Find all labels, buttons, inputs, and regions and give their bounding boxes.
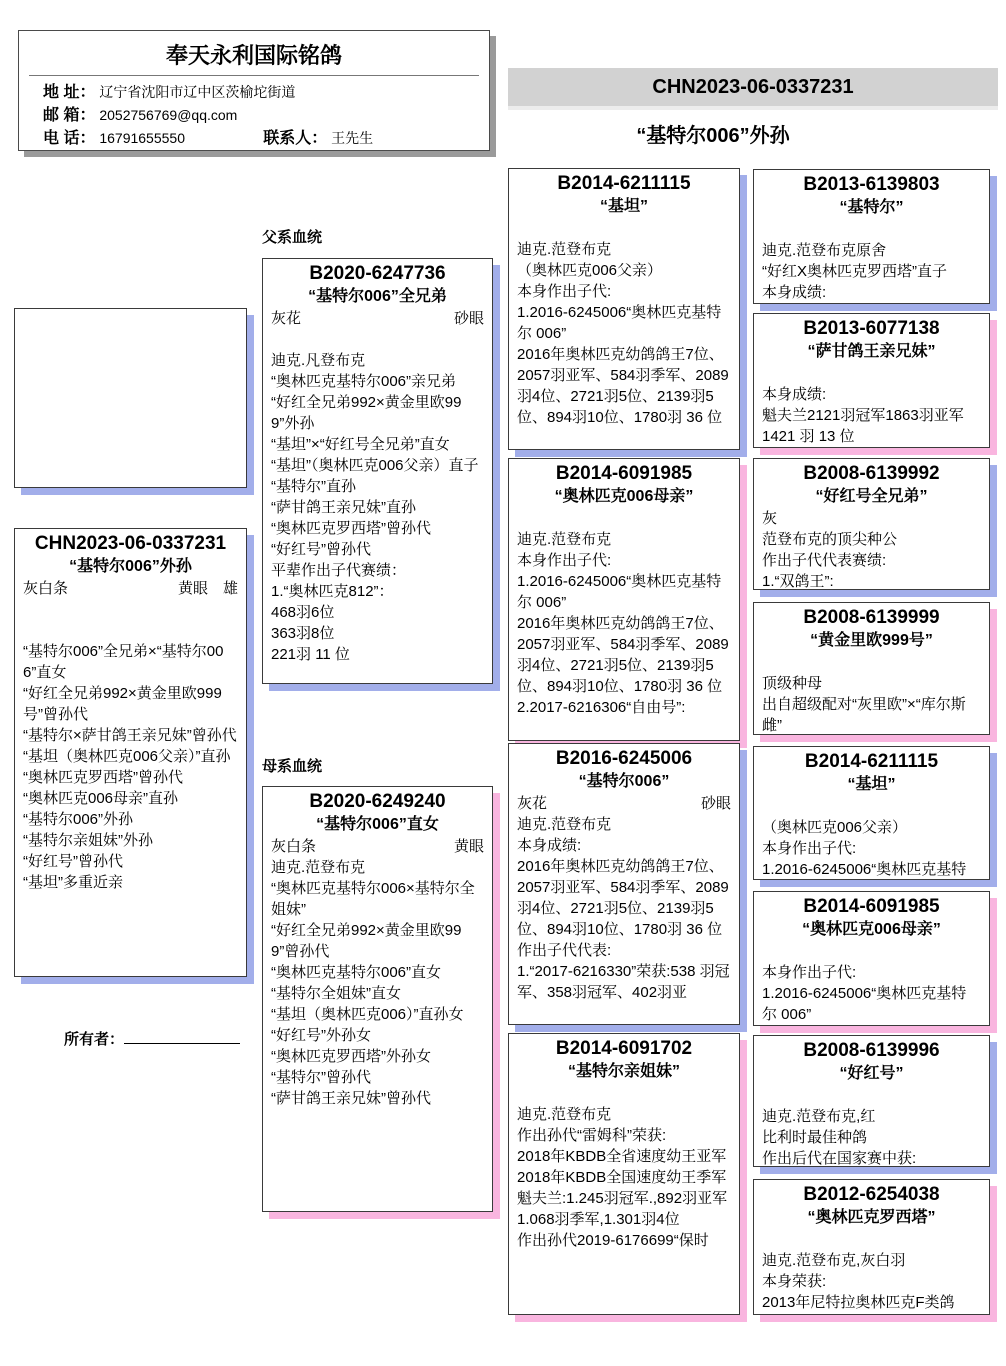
pedigree-line: “基坦”（奥林匹克006父亲）直子 [271, 457, 479, 474]
bird-title: “基特尔006”外孙 [636, 125, 790, 147]
pedigree-line: 比利时最佳种鸽 [762, 1129, 868, 1146]
pedigree-line: 1421 羽 13 位 [762, 428, 855, 445]
trait-row [271, 308, 484, 329]
greatgrandparent-box-1 [753, 169, 990, 304]
pedigree-line: 迪克.凡登布克 [271, 352, 366, 369]
pedigree-lines [762, 652, 981, 735]
greatgrandparent-box-5 [753, 746, 990, 880]
loft-title: 奉天永利国际铭鸽 [165, 43, 342, 68]
pedigree-line: 本身成绩: [517, 837, 582, 854]
email-label: 邮 箱： [43, 107, 96, 124]
pigeon-name: “基特尔006”全兄弟 [308, 288, 447, 305]
pedigree-line: 1.“双鸽王”: [762, 573, 834, 590]
pedigree-line: 迪克.范登布克 [517, 1106, 612, 1123]
ring-number: B2008-6139996 [803, 1040, 940, 1061]
greatgrandparent-box-6 [753, 891, 990, 1026]
pedigree-line: “基坦”×“好红号全兄弟”直女 [271, 436, 450, 453]
pedigree-line: “奥林匹克罗西塔”外孙女 [271, 1048, 431, 1065]
pedigree-line [517, 218, 731, 239]
pedigree-line: 468羽6位 [271, 604, 335, 621]
pedigree-line [762, 796, 981, 817]
pedigree-line: （奥林匹克006父亲） [762, 819, 908, 836]
pedigree-lines [517, 1083, 731, 1251]
greatgrandparent-box-2 [753, 313, 990, 448]
pedigree-line: 2013年尼特拉奥林匹克F类鸽 [762, 1294, 955, 1311]
address-label: 地 址： [43, 84, 96, 101]
ring-number: B2014-6211115 [557, 173, 691, 194]
pedigree-line: 2018年KBDB全国速度幼王季军 [517, 1169, 727, 1186]
pedigree-line [517, 508, 731, 529]
pigeon-name: “基坦” [847, 776, 896, 793]
pedigree-line [271, 329, 484, 350]
pedigree-lines [23, 599, 238, 893]
address-value: 辽宁省沈阳市辽中区茨榆坨街道 [99, 84, 296, 100]
greatgrandparent-box-8 [753, 1179, 990, 1315]
loft-contact-info [19, 76, 489, 150]
contact-value: 王先生 [331, 130, 374, 146]
pedigree-line: 范登布克的顶尖种公 [762, 531, 898, 548]
pedigree-line: 迪克.范登布克,红 [762, 1108, 876, 1125]
pedigree-line [23, 599, 238, 620]
pedigree-line: 魁夫兰:1.245羽冠军.,892羽亚军 [517, 1190, 728, 1207]
ring-number: B2014-6091985 [555, 463, 693, 484]
pedigree-line: 作出孙代2019-6176699“保时 [517, 1232, 709, 1249]
pedigree-line: “奥林匹克基特尔006”直女 [271, 964, 442, 981]
ring-number: B2008-6139992 [803, 463, 940, 484]
color-trait: 灰花 [271, 310, 302, 327]
pedigree-line: 1.2016-6245006“奥林匹克基特尔 006” [762, 985, 967, 1023]
subject-pedigree-box [14, 528, 247, 977]
ring-number: B2013-6077138 [803, 318, 940, 339]
pedigree-line: 迪克.范登布克 [517, 816, 612, 833]
pedigree-line: 作出子代代表: [517, 942, 612, 959]
pedigree-line: “好红全兄弟992×黄金里欧999号”曾孙代 [23, 685, 222, 723]
pedigree-lines [517, 218, 731, 428]
pedigree-line: 出自超级配对“灰里欧”×“库尔斯雌” [762, 696, 966, 734]
pedigree-line [762, 1229, 981, 1250]
pedigree-lines [517, 508, 731, 718]
ring-number: B2020-6249240 [309, 791, 446, 812]
address-row [43, 81, 489, 104]
pedigree-line [762, 652, 981, 673]
pedigree-lines [271, 857, 484, 1109]
pedigree-line: “基特尔全姐妹”直女 [271, 985, 401, 1002]
pedigree-line: 1.2016-6245006“奥林匹克基特尔 006” [517, 304, 722, 342]
ring-number: B2014-6091985 [803, 896, 940, 917]
pedigree-lines [762, 796, 981, 880]
greatgrandparent-box-7 [753, 1035, 990, 1167]
phone-label: 电 话： [43, 130, 96, 147]
pedigree-line: “萨甘鸽王亲兄妹”直孙 [271, 499, 416, 516]
pigeon-name: “奥林匹克006母亲” [802, 921, 941, 938]
pedigree-line: 221羽 11 位 [271, 646, 350, 663]
phone-row [43, 127, 489, 150]
pigeon-name: “好红号” [839, 1065, 904, 1082]
pedigree-line: “好红号”曾孙代 [23, 853, 123, 870]
pedigree-line: “基特尔”直孙 [271, 478, 356, 495]
owner-row [64, 1028, 240, 1049]
trait-row [517, 793, 731, 814]
eye-trait: 砂眼 [700, 795, 731, 812]
pigeon-name: “基坦” [599, 198, 648, 215]
pedigree-line: “基特尔×萨甘鸽王亲兄妹”曾孙代 [23, 727, 237, 744]
pigeon-name: “基特尔006” [578, 773, 670, 790]
pedigree-line: 本身作出子代: [517, 283, 612, 300]
pedigree-line: 迪克.范登布克,灰白羽 [762, 1252, 906, 1269]
ring-number: B2016-6245006 [555, 748, 693, 769]
pigeon-name: “基特尔006”直女 [316, 816, 439, 833]
pedigree-lines [762, 941, 981, 1025]
pigeon-name: “萨甘鸽王亲兄妹” [807, 343, 936, 360]
pedigree-line: 1.2016-6245006“奥林匹克基特尔 006” [517, 573, 722, 611]
pedigree-line: “奥林匹克基特尔006”亲兄弟 [271, 373, 457, 390]
greatgrandparent-box-4 [753, 602, 990, 735]
ring-number: B2013-6139803 [803, 174, 940, 195]
pedigree-lines [517, 814, 731, 1003]
pedigree-line: 作出子代代表赛绩: [762, 552, 887, 569]
color-trait: 灰白条 [23, 580, 69, 597]
pigeon-name: “基特尔” [839, 199, 904, 216]
trait-row [271, 836, 484, 857]
phone-value: 16791655550 [99, 130, 185, 146]
mother-pedigree-box [262, 786, 493, 1212]
pedigree-line: 迪克.范登布克 [517, 241, 612, 258]
pedigree-line: 作出孙代“雷姆科”荣获: [517, 1127, 667, 1144]
dam-line-label: 母系血统 [262, 758, 323, 775]
color-trait: 灰花 [517, 795, 548, 812]
sire-line-label: 父系血统 [262, 229, 323, 246]
eye-sex-trait: 黄眼 雄 [177, 580, 238, 597]
ring-number: CHN2023-06-0337231 [34, 533, 227, 554]
pedigree-line [517, 1083, 731, 1104]
pedigree-line: 平辈作出子代赛绩： [271, 562, 407, 579]
ring-number: B2012-6254038 [803, 1184, 940, 1205]
pedigree-line: 本身荣获: [762, 1273, 827, 1290]
pedigree-line: “奥林匹克基特尔006×基特尔全姐妹” [271, 880, 475, 918]
pedigree-line [762, 941, 981, 962]
pedigree-line [23, 620, 238, 641]
ring-number-bar: CHN2023-06-0337231 [508, 68, 998, 106]
pedigree-line: “好红全兄弟992×黄金里欧999”外孙 [271, 394, 462, 432]
pedigree-line: 迪克.范登布克原舍 [762, 242, 887, 259]
pedigree-lines [762, 363, 981, 447]
pedigree-line: （奥林匹克006父亲） [517, 262, 663, 279]
pedigree-line: 2018年KBDB全省速度幼王亚军 [517, 1148, 727, 1165]
pedigree-line: “奥林匹克罗西塔”曾孙代 [23, 769, 183, 786]
pigeon-name: “黄金里欧999号” [810, 632, 933, 649]
pigeon-name: “基特尔006”外孙 [69, 558, 192, 575]
pedigree-line: “萨甘鸽王亲兄妹”曾孙代 [271, 1090, 431, 1107]
pedigree-line: “好红号”外孙女 [271, 1027, 371, 1044]
grandparent-box-1 [508, 168, 740, 450]
pedigree-line [762, 363, 981, 384]
pedigree-line: “基特尔亲姐妹”外孙 [23, 832, 153, 849]
pigeon-name: “基特尔亲姐妹” [567, 1063, 680, 1080]
grandparent-box-3 [508, 743, 740, 1025]
pedigree-line: 1.2016-6245006“奥林匹克基特 [762, 861, 967, 878]
greatgrandparent-box-3 [753, 458, 990, 590]
pigeon-name: “奥林匹克006母亲” [554, 488, 694, 505]
eye-trait: 黄眼 [453, 838, 484, 855]
pigeon-name: “好红号全兄弟” [815, 488, 928, 505]
eye-trait: 砂眼 [453, 310, 484, 327]
pigeon-photo-placeholder [14, 308, 247, 488]
pedigree-line: 本身作出子代: [517, 552, 612, 569]
pedigree-line: “基坦”多重近亲 [23, 874, 123, 891]
pedigree-line: “基特尔006”全兄弟×“基特尔006”直女 [23, 643, 224, 681]
email-row [43, 104, 489, 127]
grandparent-box-4 [508, 1033, 740, 1315]
pedigree-line: “好红全兄弟992×黄金里欧999”曾孙代 [271, 922, 462, 960]
contact-label: 联系人： [263, 130, 328, 147]
pedigree-line: 363羽8位 [271, 625, 335, 642]
pedigree-line: 2016年奥林匹克幼鸽鸽王7位、2057羽亚军、584羽季军、2089羽4位、2721羽5位、2139羽5位、894羽10位、1780羽 36 位 [517, 615, 729, 695]
pedigree-line: 本身作出子代: [762, 840, 857, 857]
pedigree-line: 1.“奥林匹克812”： [271, 583, 394, 600]
pedigree-line: 魁夫兰2121羽冠军1863羽亚军 [762, 407, 964, 424]
pedigree-line: 1.068羽季军,1.301羽4位 [517, 1211, 680, 1228]
pedigree-lines [762, 508, 981, 590]
owner-blank-line [124, 1029, 240, 1044]
pedigree-line: 灰 [762, 510, 778, 527]
pedigree-line: “奥林匹克罗西塔”曾孙代 [271, 520, 431, 537]
email-value: 2052756769@qq.com [99, 107, 238, 123]
grandparent-box-2 [508, 458, 740, 741]
pedigree-line: 迪克.范登布克 [271, 859, 366, 876]
pedigree-line [762, 1085, 981, 1106]
owner-label: 所有者： [64, 1031, 125, 1048]
pedigree-lines [762, 1229, 981, 1313]
pedigree-line: “好红号”曾孙代 [271, 541, 371, 558]
pedigree-line: “奥林匹克006母亲”直孙 [23, 790, 179, 807]
pedigree-line: 本身成绩: [762, 386, 827, 403]
pedigree-line: 2016年奥林匹克幼鸽鸽王7位、2057羽亚军、584羽季军、2089羽4位、2721羽5位、2139羽5位、894羽10位、1780羽 36 位 [517, 858, 729, 938]
pigeon-name: “奥林匹克罗西塔” [807, 1209, 936, 1226]
ring-number: B2020-6247736 [309, 263, 446, 284]
ring-number: B2014-6091702 [555, 1038, 693, 1059]
pedigree-line: 本身作出子代: [762, 964, 857, 981]
pedigree-line: 2.2017-6216306“自由号”: [517, 699, 686, 716]
pedigree-line: 本身成绩: [762, 284, 827, 301]
ring-number: B2014-6211115 [804, 751, 939, 772]
pedigree-line: 作出后代在国家赛中获: [762, 1150, 917, 1167]
pedigree-line: “基特尔006”外孙 [23, 811, 134, 828]
pedigree-line: “基坦（奥林匹克006父亲）”直孙 [23, 748, 231, 765]
pedigree-line: 迪克.范登布克 [517, 531, 612, 548]
pedigree-line: “基坦（奥林匹克006）”直孙女 [271, 1006, 464, 1023]
pedigree-line: “好红X奥林匹克罗西塔”直子 [762, 263, 947, 280]
color-trait: 灰白条 [271, 838, 317, 855]
pedigree-line: 1.“2017-6216330”荣获:538 羽冠军、358羽冠军、402羽亚 [517, 963, 730, 1001]
ring-number: B2008-6139999 [803, 607, 940, 628]
pedigree-lines [762, 1085, 981, 1167]
trait-row [23, 578, 238, 599]
pedigree-line: “基特尔”曾孙代 [271, 1069, 371, 1086]
loft-header-card [18, 30, 490, 151]
pedigree-line [762, 219, 981, 240]
pedigree-lines [271, 329, 484, 665]
father-pedigree-box [262, 258, 493, 684]
pedigree-line: 2016年奥林匹克幼鸽鸽王7位、2057羽亚军、584羽季军、2089羽4位、2721羽5位、2139羽5位、894羽10位、1780羽 36 位 [517, 346, 729, 426]
pedigree-line: 顶级种母 [762, 675, 823, 692]
pedigree-lines [762, 219, 981, 303]
